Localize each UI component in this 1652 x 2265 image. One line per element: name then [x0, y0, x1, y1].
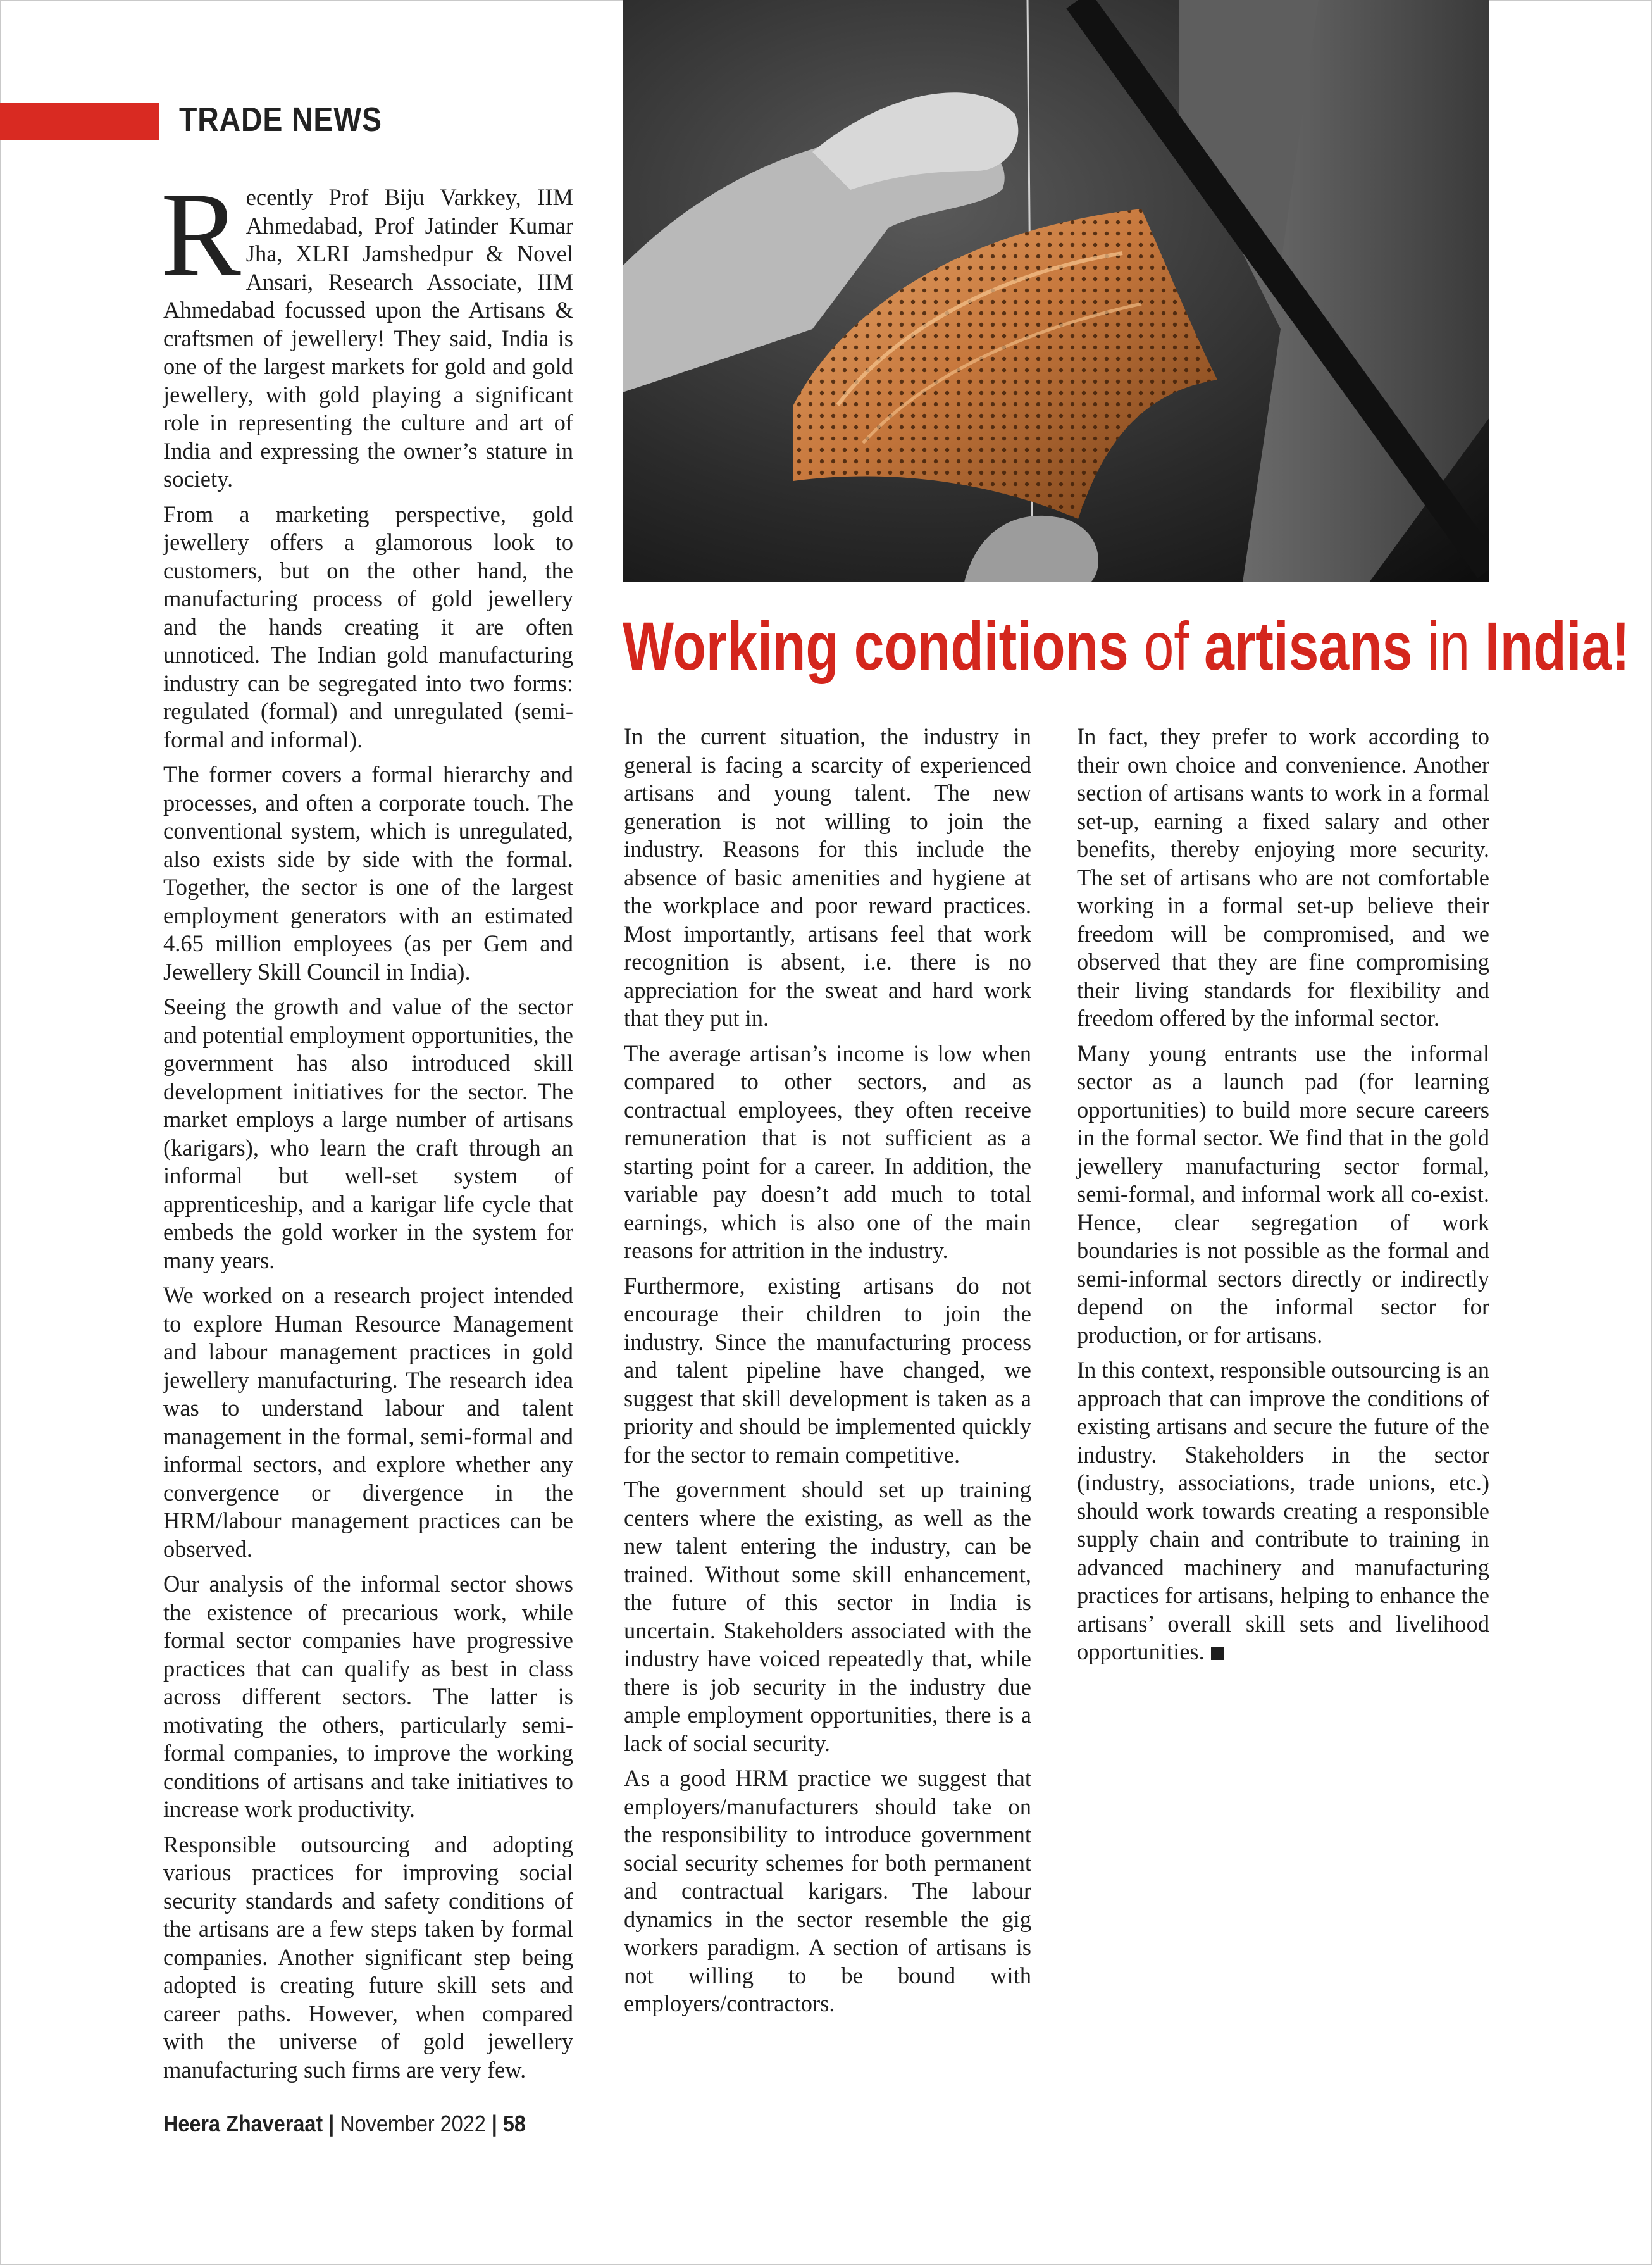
article-column-3 — [1077, 723, 1489, 1673]
drop-cap: R — [161, 168, 241, 301]
page-footer — [163, 2111, 526, 2137]
footer-separator: | — [491, 2111, 497, 2137]
article-paragraph: The former covers a formal hierarchy and processes, and often a corporate touch. The conventional system, which is unregulated, also exists side by side with the formal. Together, the sector is one of the largest employment generators with an estimated 4.65 million employees (as per Gem and Jewellery Skill Council in India). — [163, 761, 573, 985]
article-paragraph: As a good HRM practice we suggest that employers/manufacturers should take on the responsibility to introduce government social security schemes for both permanent and contractual karigars. The labour dynamics in the sector resemble the gig workers paradigm. A section of artisans is not willing to be bound with employers/contractors. — [624, 1765, 1031, 2016]
artisan-gold-cuff-photo — [623, 0, 1489, 582]
headline-part-3: artisans — [1204, 608, 1413, 684]
headline-part-4: in — [1412, 608, 1485, 684]
article-paragraph: The average artisan’s income is low when compared to other sectors, and as contractual employees, they often receive remuneration that is not sufficient as a starting point for a career. In addition, the variable pay doesn’t add much to total earnings, which is also one of the main reasons for attrition in the industry. — [624, 1040, 1031, 1263]
article-paragraph: Responsible outsourcing and adopting various practices for improving social security standards and safety conditions of the artisans are a few steps taken by formal companies. Another significant step being adopted is creating future skill sets and career paths. However, when compared with the universe of gold jewellery manufacturing such firms are very few. — [163, 1831, 573, 2083]
article-paragraph: We worked on a research project intended to explore Human Resource Management and labour management practices in gold jewellery manufacturing. The research idea was to understand labour and talent management in the formal, semi-formal and informal sectors, and explore whether any convergence or divergence in the HRM/labour management practices can be observed. — [163, 1282, 573, 1562]
article-paragraph: In the current situation, the industry in general is facing a scarcity of experienced artisans and young talent. The new generation is not willing to join the industry. Reasons for this include the absence of basic amenities and hygiene at the workplace and poor reward practices. Most importantly, artisans feel that work recognition is absent, i.e. there is no appreciation for the sweat and hard work that they put in. — [624, 723, 1031, 1031]
headline-part-1: Working conditions — [623, 608, 1129, 684]
article-column-1 — [161, 168, 573, 2091]
headline-part-2: of — [1128, 608, 1205, 684]
end-of-article-square-icon — [1211, 1647, 1224, 1660]
paragraph-text: In this context, responsible outsourcing is an approach that can improve the conditions of existing artisans and secure the future of the industry. Stakeholders in the sector (industry, associations, trade unions, etc.) should work towards creating a responsible supply chain and contribute to training in advanced machinery and manufacturing practices for artisans, helping to enhance the artisans’ overall skill sets and livelihood opportunities. — [1077, 1357, 1489, 1664]
article-paragraph: Many young entrants use the informal sector as a launch pad (for learning opportunities) to build more secure careers in the formal sector. We find that in the gold jewellery manufacturing sector formal, semi-formal, and informal work all co-exist. Hence, clear segregation of work boundaries is not possible as the formal and semi-informal sectors directly or indirectly depend on the informal sector for production, or for artisans. — [1077, 1040, 1489, 1348]
headline-part-5: India! — [1484, 608, 1630, 684]
article-paragraph: In fact, they prefer to work according to their own choice and convenience. Another section of artisans wants to work in a formal set-up, earning a fixed salary and other benefits, thereby enjoying more security. The set of artisans who are not comfortable working in a formal set-up believe their freedom will be compromised, and we observed that they are fine compromising their living standards for flexibility and freedom offered by the informal sector. — [1077, 723, 1489, 1031]
article-paragraph: From a marketing perspective, gold jewellery offers a glamorous look to customers, but on the other hand, the manufacturing process of gold jewellery and the hands creating it are often unnoticed. The Indian gold manufacturing industry can be segregated into two forms: regulated (formal) and unregulated (semi-formal and informal). — [163, 501, 573, 752]
article-paragraph: Our analysis of the informal sector shows the existence of precarious work, while formal sector companies have progressive practices that can qualify as best in class across different sectors. The latter is motivating the others, particularly semi-formal companies, to improve the working conditions of artisans and take initiatives to increase work productivity. — [163, 1571, 573, 1822]
article-paragraph: Seeing the growth and value of the sector and potential employment opportunities, the government has also introduced skill development initiatives for the sector. The market employs a large number of artisans (karigars), who learn the craft through an informal but well-set system of apprenticeship, and a karigar life cycle that embeds the gold worker in the system for many years. — [163, 994, 573, 1273]
article-photo — [623, 0, 1489, 582]
article-paragraph — [1077, 1356, 1489, 1666]
section-accent-bar — [0, 103, 159, 140]
paragraph-text: ecently Prof Biju Varkkey, IIM Ahmedabad, Prof Jatinder Kumar Jha, XLRI Jamshedpur & Novel Ansari, Research Associate, IIM Ahmedabad focussed upon the Artisans & craftsmen of jewellery! They said, India is one of the largest markets for gold and gold jewellery, with gold playing a significant role in representing the culture and art of India and expressing the owner’s stature in society. — [163, 184, 573, 492]
footer-issue: November 2022 — [340, 2111, 486, 2137]
headline — [623, 608, 1630, 684]
footer-separator: | — [328, 2111, 335, 2137]
section-label: TRADE NEWS — [179, 101, 382, 139]
article-paragraph: The government should set up training centers where the existing, as well as the new talent entering the industry, can be trained. Without some skill enhancement, the future of this sector in India is uncertain. Stakeholders associated with the industry have voiced repeatedly that, while there is job security in the industry due ample employment opportunities, there is a lack of social security. — [624, 1476, 1031, 1756]
footer-publication: Heera Zhaveraat — [163, 2111, 323, 2137]
article-paragraph — [161, 168, 573, 494]
page-number: 58 — [502, 2111, 526, 2137]
article-paragraph: Furthermore, existing artisans do not encourage their children to join the industry. Since the manufacturing process and talent pipeline have changed, we suggest that skill development is taken as a priority and should be implemented quickly for the sector to remain competitive. — [624, 1272, 1031, 1468]
article-column-2 — [624, 723, 1031, 2025]
